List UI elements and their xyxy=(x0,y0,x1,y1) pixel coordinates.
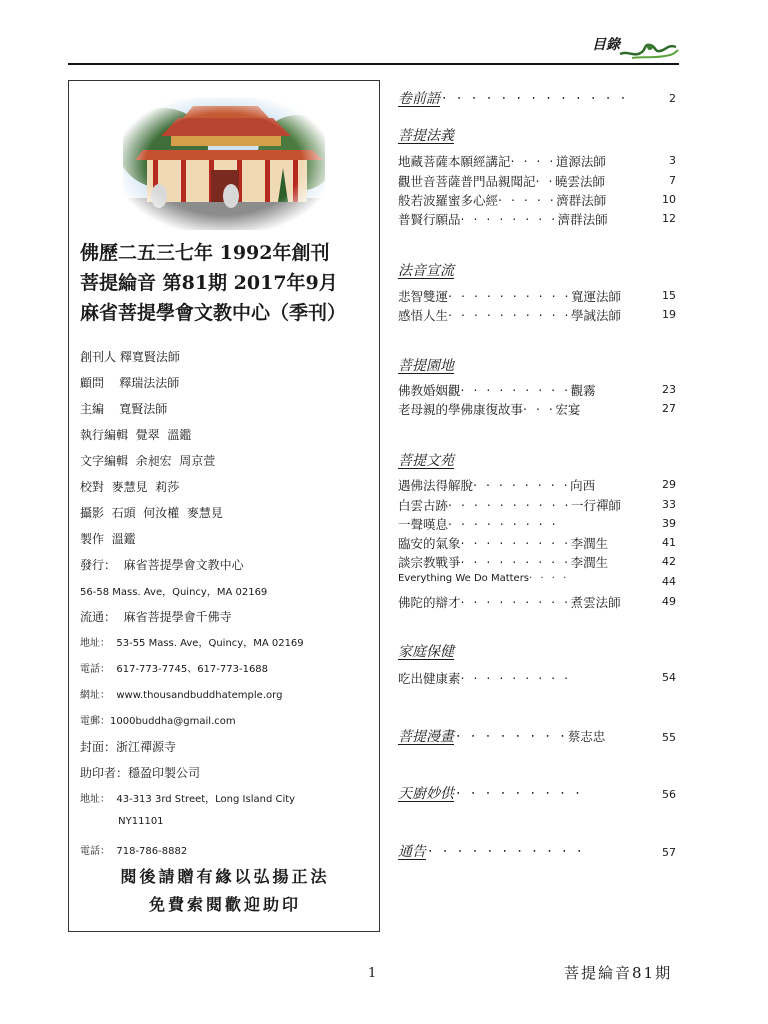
entry-title: 佛陀的辯才 xyxy=(398,595,461,610)
page-ref: 12 xyxy=(662,212,676,225)
page-ref: 56 xyxy=(662,788,676,801)
leader-dots: ‧ ‧ ‧ ‧ ‧ ‧ ‧ ‧ ‧ xyxy=(460,595,571,610)
credit-line: 地址： 53-55 Mass. Ave，Quincy，MA 02169 xyxy=(80,638,304,649)
page-ref: 10 xyxy=(662,193,676,206)
section-title: 通告 xyxy=(398,844,426,860)
toc-section-standalone xyxy=(398,841,584,861)
entry-author: 蔡志忠 xyxy=(567,729,606,744)
leader-dots: ‧ ‧ ‧ ‧ ‧ ‧ ‧ ‧ ‧ xyxy=(460,555,571,570)
credit-line: 主編 寬賢法師 xyxy=(80,402,168,416)
leader-dots: ‧ ‧ ‧ ‧ ‧ ‧ ‧ ‧ ‧ ‧ xyxy=(448,289,572,304)
page-ref: 54 xyxy=(662,671,676,684)
toc-entry xyxy=(398,593,621,611)
entry-title: 老母親的學佛康復故事 xyxy=(398,402,524,417)
entry-title: 般若波羅蜜多心經 xyxy=(398,193,499,208)
temple-cover-photo xyxy=(123,98,325,230)
toc-section-title: 家庭保健 xyxy=(398,644,454,660)
toc-entry xyxy=(398,172,605,190)
entry-title: 遇佛法得解脫 xyxy=(398,478,474,493)
leader-dots: ‧ ‧ ‧ ‧ ‧ ‧ ‧ ‧ ‧ xyxy=(456,786,583,802)
toc-section-standalone xyxy=(398,726,605,746)
entry-title: 觀世音菩薩普門品親聞記 xyxy=(398,174,536,189)
toc-section-title: 法音宣流 xyxy=(398,263,454,279)
page-ref: 44 xyxy=(662,575,676,588)
page-ref: 19 xyxy=(662,308,676,321)
masthead-title xyxy=(80,238,376,328)
slogan-line-2: 免費索閱歡迎助印 xyxy=(148,895,301,914)
toc-entry xyxy=(398,210,608,228)
leader-dots: ‧ ‧ ‧ ‧ ‧ xyxy=(498,193,557,208)
credit-line: 電郵：1000buddha@gmail.com xyxy=(80,716,236,727)
leader-dots: ‧ ‧ ‧ ‧ ‧ ‧ ‧ ‧ ‧ ‧ xyxy=(448,308,572,323)
page-number: 1 xyxy=(368,966,377,981)
leader-dots: ‧ ‧ ‧ ‧ xyxy=(510,154,556,169)
entry-author: 李潤生 xyxy=(570,536,609,551)
leader-dots: ‧ ‧ ‧ ‧ ‧ ‧ ‧ ‧ ‧ xyxy=(460,671,571,686)
entry-title: 吃出健康素 xyxy=(398,671,461,686)
toc-entry xyxy=(398,553,608,571)
credit-line: 製作 溫鑑 xyxy=(80,532,136,546)
credit-line: 攝影 石頭 何汝權 麥慧見 xyxy=(80,506,223,520)
credit-line: 電話： 718-786-8882 xyxy=(80,846,188,857)
credit-line: 56-58 Mass. Ave，Quincy，MA 02169 xyxy=(80,587,268,598)
section-title: 目錄 xyxy=(592,37,620,53)
page-ref: 39 xyxy=(662,517,676,530)
leader-dots: ‧ ‧ ‧ ‧ xyxy=(529,573,569,584)
cloud-logo-icon xyxy=(618,38,680,60)
toc-entry xyxy=(398,669,571,687)
page-ref: 55 xyxy=(662,731,676,744)
page-ref: 29 xyxy=(662,478,676,491)
entry-author: 觀霧 xyxy=(570,383,596,398)
page-ref: 15 xyxy=(662,289,676,302)
page-ref: 42 xyxy=(662,555,676,568)
credit-line: 創刊人 釋寬賢法師 xyxy=(80,350,180,364)
toc-entry xyxy=(398,476,595,494)
entry-author: 李潤生 xyxy=(570,555,609,570)
credit-line: 文字編輯 余昶宏 周京萱 xyxy=(80,454,216,468)
leader-dots: ‧ ‧ ‧ ‧ ‧ ‧ ‧ ‧ ‧ xyxy=(448,517,559,532)
entry-title: 談宗教戰爭 xyxy=(398,555,461,570)
leader-dots: ‧ ‧ ‧ ‧ ‧ ‧ ‧ ‧ xyxy=(460,212,558,227)
entry-title: 白雲古跡 xyxy=(398,498,449,513)
toc-section-title: 菩提法義 xyxy=(398,128,454,144)
credit-line: 顧問 釋瑞法法師 xyxy=(80,376,180,390)
credit-line: 流通： 麻省菩提學會千佛寺 xyxy=(80,610,232,624)
header-rule xyxy=(68,63,679,65)
entry-author: 道源法師 xyxy=(555,154,606,169)
credit-line: 地址： 43-313 3rd Street，Long Island City xyxy=(80,794,296,805)
leader-dots: ‧ ‧ ‧ ‧ ‧ ‧ ‧ ‧ xyxy=(456,729,568,745)
masthead-line-2: 菩提綸音 第81期 2017年9月 xyxy=(80,272,338,294)
toc-entry xyxy=(398,573,569,584)
slogan-line-1: 閱後請贈有緣以弘揚正法 xyxy=(120,867,330,886)
leader-dots: ‧ ‧ ‧ ‧ ‧ ‧ ‧ ‧ ‧ ‧ xyxy=(448,498,572,513)
section-title: 卷前語 xyxy=(398,91,440,107)
entry-author: 曉雲法師 xyxy=(554,174,605,189)
page-ref: 7 xyxy=(669,174,676,187)
toc-section-preface xyxy=(398,88,628,108)
entry-title: 一聲嘆息 xyxy=(398,517,449,532)
entry-title: 臨安的氣象 xyxy=(398,536,461,551)
credit-line: 網址： www.thousandbuddhatemple.org xyxy=(80,690,283,701)
leader-dots: ‧ ‧ ‧ ‧ ‧ ‧ ‧ ‧ ‧ xyxy=(460,383,571,398)
page-ref: 2 xyxy=(669,92,676,105)
credit-line: NY11101 xyxy=(80,816,164,827)
leader-dots: ‧ ‧ ‧ ‧ ‧ ‧ ‧ ‧ ‧ xyxy=(460,536,571,551)
page-ref: 49 xyxy=(662,595,676,608)
entry-title: 佛教婚姻觀 xyxy=(398,383,461,398)
issue-label: 菩提綸音81期 xyxy=(564,964,673,982)
leader-dots: ‧ ‧ ‧ ‧ ‧ ‧ ‧ ‧ xyxy=(473,478,571,493)
leader-dots: ‧ ‧ ‧ ‧ ‧ ‧ ‧ ‧ ‧ ‧ ‧ ‧ ‧ xyxy=(442,91,629,107)
credit-line: 發行： 麻省菩提學會文教中心 xyxy=(80,558,244,572)
masthead-line-1: 佛歷二五三七年 1992年創刊 xyxy=(80,242,330,264)
toc-entry xyxy=(398,381,596,399)
section-title: 天廚妙供 xyxy=(398,786,454,802)
credit-line: 封面：浙江禪源寺 xyxy=(80,740,177,754)
credit-line: 執行編輯 覺翠 溫鑑 xyxy=(80,428,192,442)
toc-entry xyxy=(398,306,621,324)
page-ref: 33 xyxy=(662,498,676,511)
masthead-line-3: 麻省菩提學會文教中心（季刊） xyxy=(80,302,347,324)
leader-dots: ‧ ‧ ‧ xyxy=(523,402,556,417)
toc-section-title: 菩提園地 xyxy=(398,358,454,374)
entry-title: 普賢行願品 xyxy=(398,212,461,227)
leader-dots: ‧ ‧ ‧ ‧ ‧ ‧ ‧ ‧ ‧ ‧ ‧ xyxy=(428,844,585,860)
entry-author: 一行禪師 xyxy=(571,498,622,513)
toc-entry xyxy=(398,152,606,170)
page-ref: 41 xyxy=(662,536,676,549)
toc-entry xyxy=(398,400,580,418)
credit-line: 電話： 617-773-7745、617-773-1688 xyxy=(80,664,269,675)
entry-author: 濟群法師 xyxy=(556,193,607,208)
entry-author: 寬運法師 xyxy=(571,289,622,304)
entry-title: Everything We Do Matters xyxy=(398,573,530,584)
entry-title: 感悟人生 xyxy=(398,308,449,323)
leader-dots: ‧ ‧ xyxy=(535,174,555,189)
toc-entry xyxy=(398,534,608,552)
entry-title: 地藏菩薩本願經講記 xyxy=(398,154,511,169)
entry-author: 濟群法師 xyxy=(557,212,608,227)
credit-line: 校對 麥慧見 莉莎 xyxy=(80,480,180,494)
entry-author: 煮雲法師 xyxy=(570,595,621,610)
toc-entry xyxy=(398,287,621,305)
page-ref: 27 xyxy=(662,402,676,415)
page-ref: 3 xyxy=(669,154,676,167)
entry-title: 悲智雙運 xyxy=(398,289,449,304)
page-ref: 23 xyxy=(662,383,676,396)
toc-section-title: 菩提文苑 xyxy=(398,453,454,469)
toc-section-standalone xyxy=(398,783,583,803)
toc-entry xyxy=(398,515,558,533)
credit-line: 助印者：穩盈印製公司 xyxy=(80,766,201,780)
entry-author: 宏宴 xyxy=(555,402,581,417)
toc-entry xyxy=(398,496,621,514)
toc-entry xyxy=(398,191,606,209)
entry-author: 向西 xyxy=(570,478,596,493)
entry-author: 學誠法師 xyxy=(571,308,622,323)
section-title: 菩提漫畫 xyxy=(398,729,454,745)
page-ref: 57 xyxy=(662,846,676,859)
